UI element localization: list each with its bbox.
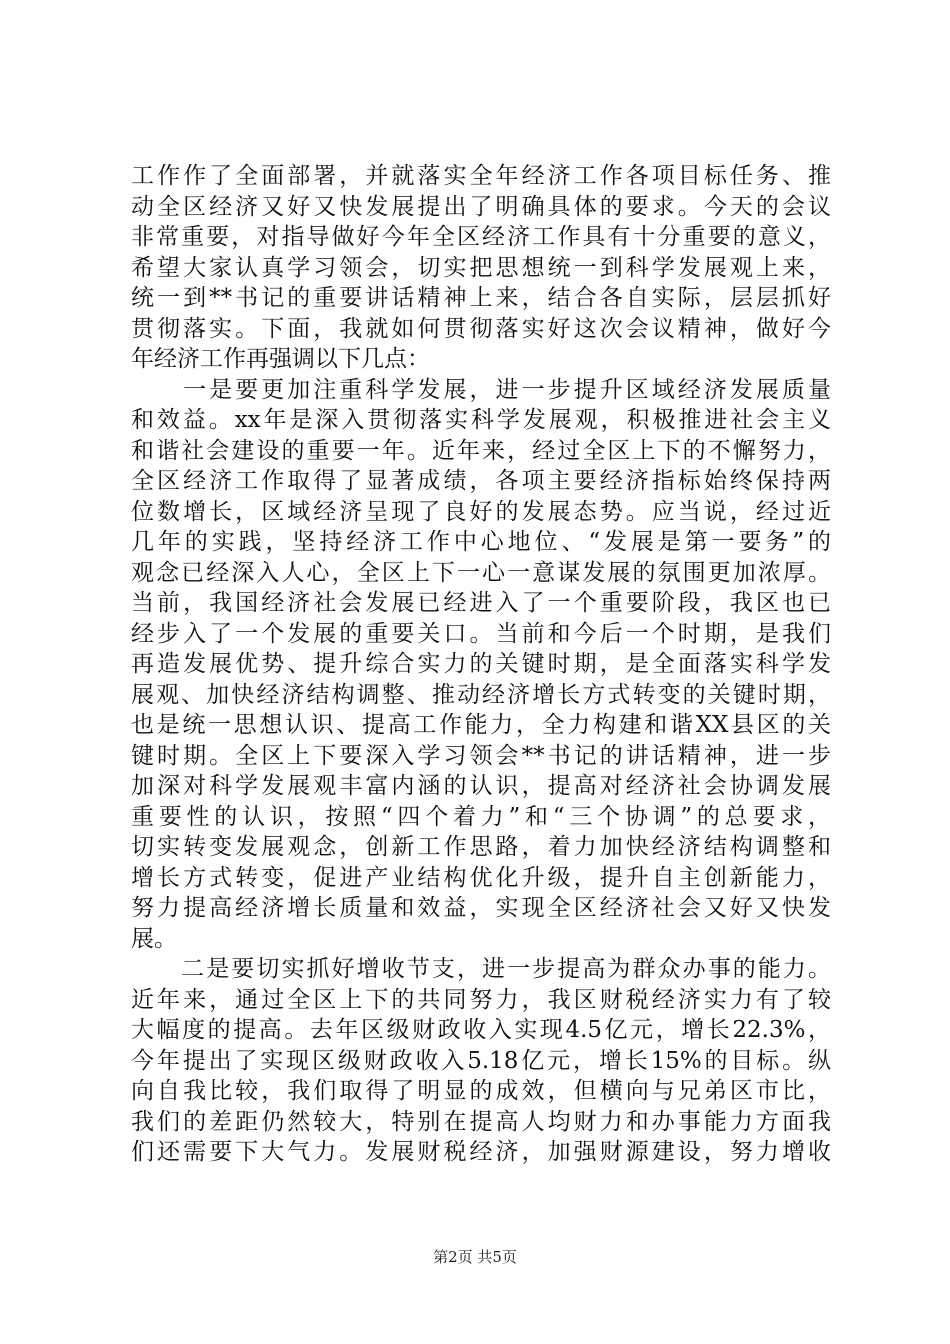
text-line: 全区经济工作取得了显著成绩，各项主要经济指标始终保持两 — [131, 468, 831, 494]
text-line: 加深对科学发展观丰富内涵的认识，提高对经济社会协调发展 — [131, 773, 831, 799]
page-footer: 第2页 共5页 — [433, 1248, 517, 1266]
body-text — [131, 161, 831, 1168]
text-line: 位数增长，区域经济呈现了良好的发展态势。应当说，经过近 — [131, 498, 831, 525]
text-line: 当前，我国经济社会发展已经进入了一个重要阶段，我区也已 — [131, 590, 831, 616]
text-line: 统一到**书记的重要讲话精神上来，结合各自实际，层层抓好 — [131, 285, 831, 311]
text-line: 努力提高经济增长质量和效益，实现全区经济社会又好又快发 — [131, 895, 831, 921]
text-line: 展。 — [131, 925, 177, 952]
text-line: 重要性的认识，按照“四个着力”和“三个协调”的总要求， — [131, 803, 831, 830]
text-line: 一是要更加注重科学发展，进一步提升区域经济发展质量 — [131, 376, 831, 403]
text-line: 增长方式转变，促进产业结构优化升级，提升自主创新能力， — [131, 864, 831, 891]
text-line: 贯彻落实。下面，我就如何贯彻落实好这次会议精神，做好今 — [131, 315, 831, 342]
text-line: 们还需要下大气力。发展财税经济，加强财源建设，努力增收 — [131, 1139, 831, 1165]
text-line: 今年提出了实现区级财政收入5.18亿元，增长15%的目标。纵 — [131, 1047, 831, 1074]
text-line: 观念已经深入人心，全区上下一心一意谋发展的氛围更加浓厚。 — [131, 559, 831, 586]
text-line: 我们的差距仍然较大，特别在提高人均财力和办事能力方面我 — [131, 1108, 831, 1135]
text-line: 展观、加快经济结构调整、推动经济增长方式转变的关键时期， — [131, 681, 831, 708]
text-line: 动全区经济又好又快发展提出了明确具体的要求。今天的会议 — [131, 193, 831, 220]
text-line: 希望大家认真学习领会，切实把思想统一到科学发展观上来， — [131, 254, 831, 281]
text-line: 也是统一思想认识、提高工作能力，全力构建和谐XX县区的关 — [131, 712, 831, 738]
text-line: 和效益。xx年是深入贯彻落实科学发展观，积极推进社会主义 — [131, 407, 831, 433]
text-line: 经步入了一个发展的重要关口。当前和今后一个时期，是我们 — [131, 620, 831, 647]
text-line: 几年的实践，坚持经济工作中心地位、“发展是第一要务”的 — [131, 529, 831, 555]
text-line: 再造发展优势、提升综合实力的关键时期，是全面落实科学发 — [131, 651, 831, 677]
text-line: 键时期。全区上下要深入学习领会**书记的讲话精神，进一步 — [131, 742, 831, 769]
text-line: 工作作了全面部署，并就落实全年经济工作各项目标任务、推 — [131, 163, 831, 189]
text-line: 二是要切实抓好增收节支，进一步提高为群众办事的能力。 — [131, 956, 831, 982]
text-line: 和谐社会建设的重要一年。近年来，经过全区上下的不懈努力， — [131, 437, 831, 464]
text-line: 非常重要，对指导做好今年全区经济工作具有十分重要的意义， — [131, 224, 831, 250]
text-line: 近年来，通过全区上下的共同努力，我区财税经济实力有了较 — [131, 986, 831, 1013]
text-line: 向自我比较，我们取得了明显的成效，但横向与兄弟区市比， — [131, 1078, 831, 1104]
text-line: 大幅度的提高。去年区级财政收入实现4.5亿元，增长22.3%， — [131, 1017, 831, 1043]
text-line: 切实转变发展观念，创新工作思路，着力加快经济结构调整和 — [131, 834, 831, 860]
text-line: 年经济工作再强调以下几点： — [131, 346, 430, 372]
